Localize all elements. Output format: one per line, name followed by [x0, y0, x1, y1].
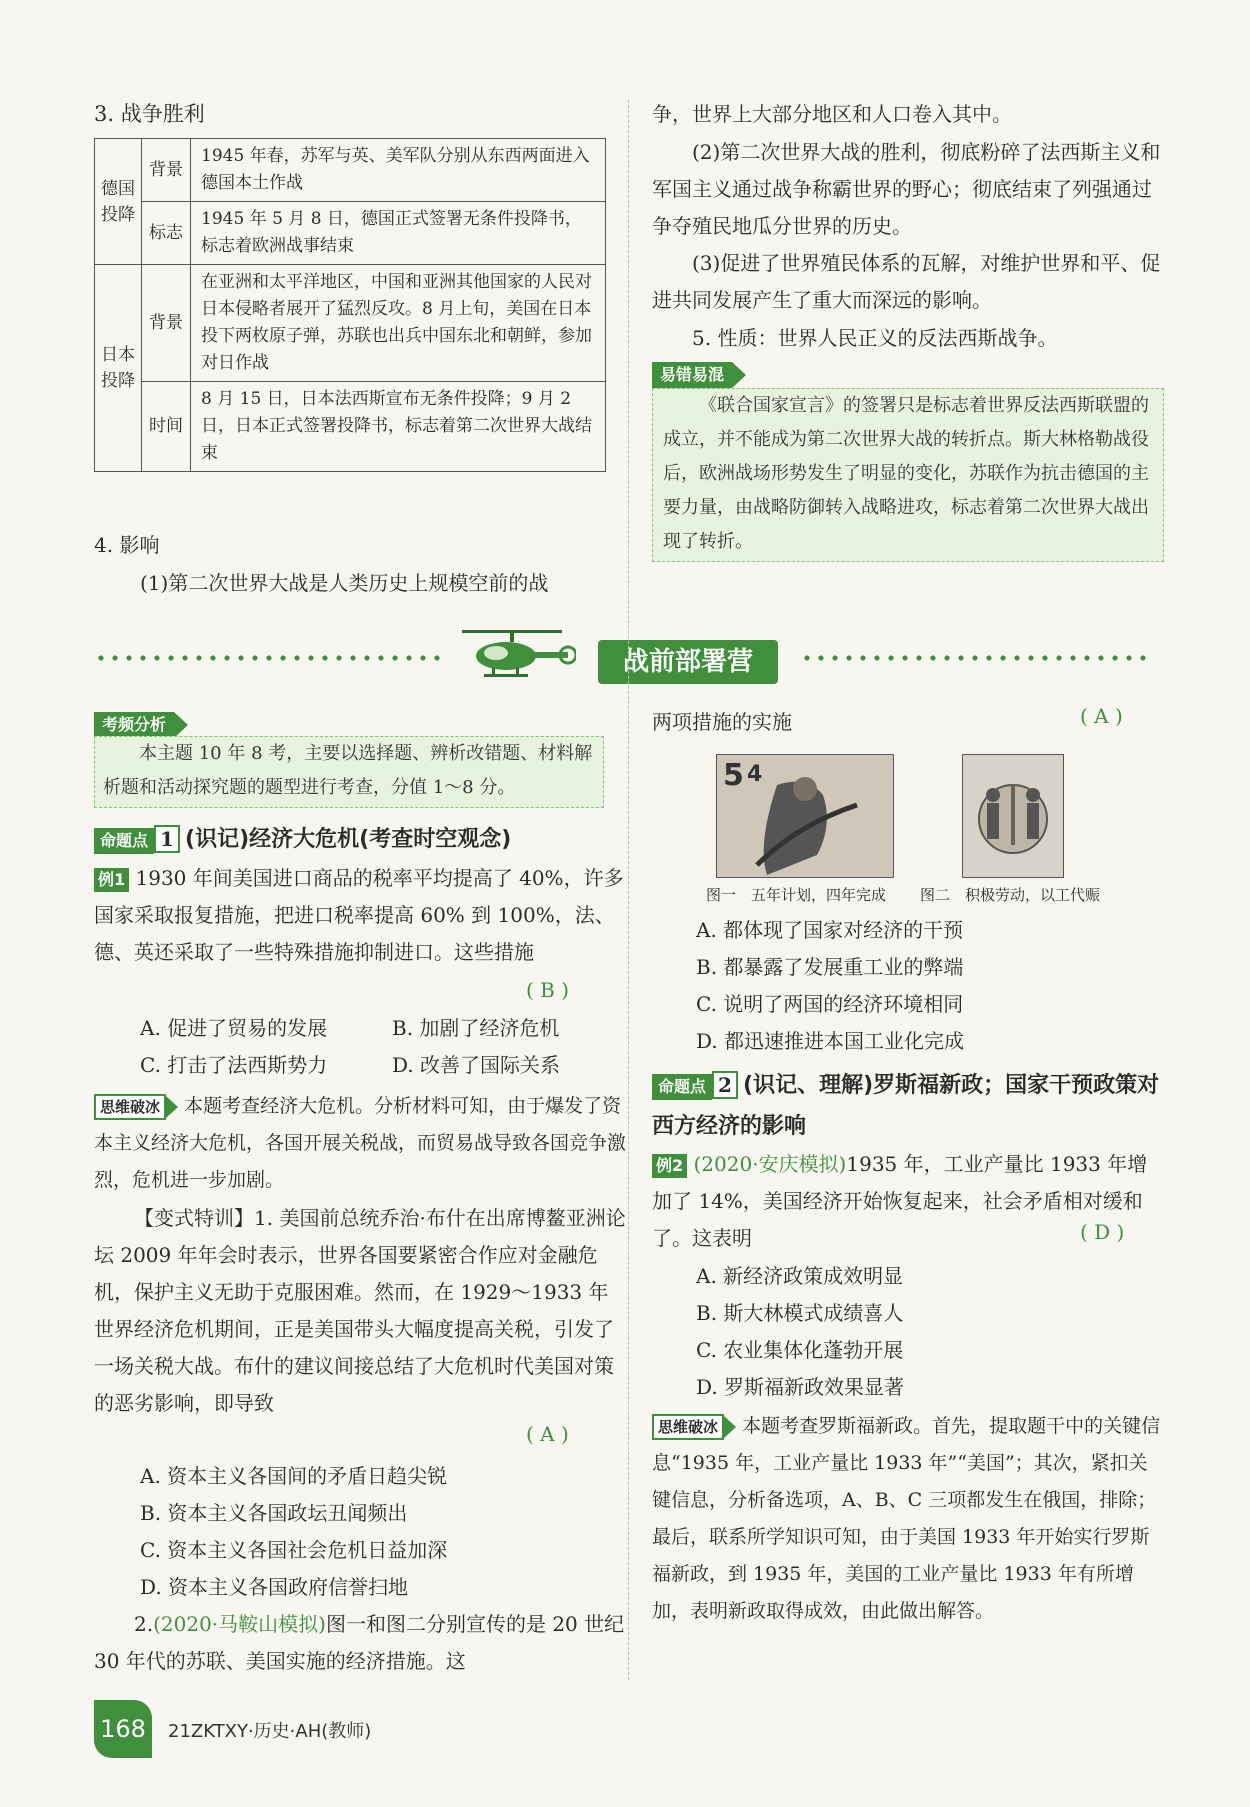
ex1-option-c: C. 打击了法西斯势力: [140, 1053, 328, 1077]
fig2-caption: 图二 积极劳动，以工代赈: [920, 886, 1101, 904]
ex2-answer: ( D ): [1080, 1220, 1125, 1244]
figure-1-stamp: [716, 754, 894, 878]
q2-text: 图一和图二分别宣传的是 20 世纪 30 年代的苏联、美国实施的经济措施。这: [94, 1612, 625, 1673]
tag-arrow-icon: [732, 362, 746, 388]
q2-option-d: D. 都迅速推进本国工业化完成: [696, 1029, 965, 1053]
ex2-option-b: B. 斯大林模式成绩喜人: [696, 1301, 904, 1325]
ex1-answer: ( B ): [526, 978, 570, 1002]
q2-answer: ( A ): [1080, 704, 1123, 728]
influence-1: (1)第二次世界大战是人类历史上规模空前的战: [140, 571, 549, 595]
row-field: 背景: [142, 139, 191, 202]
ex2-source: (2020·安庆模拟): [693, 1152, 847, 1176]
fig1-caption: 图一 五年计划，四年完成: [706, 886, 887, 904]
think1-tag: 思维破冰: [94, 1094, 166, 1120]
ex1-option-d: D. 改善了国际关系: [392, 1053, 561, 1077]
variant-option-c: C. 资本主义各国社会危机日益加深: [140, 1538, 448, 1562]
dotted-rule-left: [94, 655, 446, 661]
mistake-box: [652, 388, 1164, 562]
variant-option-b: B. 资本主义各国政坛丑闻频出: [140, 1501, 408, 1525]
table-row: [95, 139, 606, 202]
ex2-option-d: D. 罗斯福新政效果显著: [696, 1375, 905, 1399]
nature-line: 5. 性质：世界人民正义的反法西斯战争。: [692, 326, 1058, 350]
row-text: 在亚洲和太平洋地区，中国和亚洲其他国家的人民对日本侵略者展开了猛烈反攻。8 月上旬，美国在日本投下两枚原子弹，苏联也出兵中国东北和朝鲜，参加对日作战: [191, 265, 606, 382]
ex2-tag: 例2: [652, 1154, 687, 1178]
think1-block: [94, 1088, 626, 1199]
ex1-option-b: B. 加剧了经济危机: [392, 1016, 560, 1040]
q2-cont: 两项措施的实施: [652, 710, 792, 734]
freq-tag-wrap: [94, 712, 188, 738]
row-text: 8 月 15 日，日本法西斯宣布无条件投降；9 月 2 日，日本正式签署投降书，标志着第二次世界大战结束: [191, 382, 606, 472]
q2-block: [94, 1606, 626, 1680]
influence-3: (3)促进了世界殖民体系的瓦解，对维护世界和平、促进共同发展产生了重大而深远的影响。: [652, 251, 1161, 312]
think2-block: [652, 1408, 1162, 1630]
table-row: [95, 265, 606, 382]
section-banner: 战前部署营: [598, 640, 778, 684]
q2-prefix: 2.: [134, 1612, 154, 1636]
column-divider: [628, 100, 629, 1680]
page-number: 168: [94, 1700, 152, 1758]
helicopter-icon: [456, 620, 576, 684]
dotted-rule-right: [800, 655, 1152, 661]
footer-code: 21ZKTXY·历史·AH(教师): [168, 1721, 372, 1742]
soviet-poster-image: [717, 755, 893, 877]
ex1-option-a: A. 促进了贸易的发展: [140, 1016, 328, 1040]
mistake-text: 《联合国家宣言》的签署只是标志着世界反法西斯联盟的成立，并不能成为第二次世界大战的转折点。斯大林格勒战役后，欧洲战场形势发生了明显的变化，苏联作为抗击德国的主要力量，由战略防御转入战略进攻，标志着第二次世界大战出现了转折。: [663, 395, 1149, 552]
think1-text: 本题考查经济大危机。分析材料可知，由于爆发了资本主义经济大危机，各国开展关税战，而贸易战导致各国竞争激烈，危机进一步加剧。: [94, 1095, 627, 1191]
q2-option-a: A. 都体现了国家对经济的干预: [696, 918, 964, 942]
freq-box: [94, 736, 604, 808]
mp2-title: (识记、理解)罗斯福新政；国家干预政策对西方经济的影响: [652, 1073, 1160, 1139]
germany-label: 德国投降: [95, 139, 142, 265]
table-row: [95, 202, 606, 265]
svg-text:5: 5: [723, 758, 744, 793]
mp2-num: 2: [712, 1071, 738, 1099]
think2-tag: 思维破冰: [652, 1414, 724, 1440]
row-text: 1945 年 5 月 8 日，德国正式签署无条件投降书，标志着欧洲战事结束: [191, 202, 606, 265]
tag-arrow-icon: [166, 1096, 178, 1118]
mistake-tag-wrap: [652, 362, 746, 388]
q2-option-b: B. 都暴露了发展重工业的弊端: [696, 955, 964, 979]
mp2-heading: [652, 1066, 1162, 1148]
tag-arrow-icon: [174, 712, 188, 738]
row-field: 背景: [142, 265, 191, 382]
influence-heading: 4. 影响: [94, 533, 160, 557]
section-heading-victory: 3. 战争胜利: [94, 102, 205, 126]
ex2-option-c: C. 农业集体化蓬勃开展: [696, 1338, 904, 1362]
ex2-option-a: A. 新经济政策成效明显: [696, 1264, 904, 1288]
table-row: [95, 382, 606, 472]
row-field: 时间: [142, 382, 191, 472]
ex1-block: [94, 860, 626, 971]
mistake-tag: 易错易混: [652, 362, 732, 388]
mp1-title: (识记)经济大危机(考查时空观念): [185, 827, 512, 852]
mp2-tag: 命题点: [652, 1074, 712, 1100]
think2-text: 本题考查罗斯福新政。首先，提取题干中的关键信息“1935 年，工业产量比 1933 年”“美国”；其次，紧扣关键信息，分析备选项，A、B、C 三项都发生在俄国，排除；最后，联系所学知识可知，由于美国 1933 年开始实行罗斯福新政，到 1935 年，美国的工业产量比 1933 年有所增加，表明新政取得成效，由此做出解答。: [652, 1415, 1161, 1622]
freq-tag: 考频分析: [94, 712, 174, 738]
mp1-num: 1: [154, 825, 180, 853]
mp1-tag: 命题点: [94, 828, 154, 854]
q2-option-c: C. 说明了两国的经济环境相同: [696, 992, 964, 1016]
victory-table: [94, 138, 606, 472]
freq-text: 本主题 10 年 8 考，主要以选择题、辨析改错题、材料解析题和活动探究题的题型进行考查，分值 1～8 分。: [103, 743, 593, 798]
influence-1-cont: 争，世界上大部分地区和人口卷入其中。: [652, 102, 1012, 126]
variant-text: 【变式特训】1. 美国前总统乔治·布什在出席博鳌亚洲论坛 2009 年年会时表示，世界各国要紧密合作应对金融危机，保护主义无助于克服困难。然而，在 1929～1933 年世界经济危机期间，正是美国带头大幅度提高关税，引发了一场关税大战。布什的建议间接总结了大危机时代美国对策的恶劣影响，即导致: [94, 1206, 626, 1415]
us-poster-image: [963, 755, 1063, 877]
ex2-text: 1935 年，工业产量比 1933 年增加了 14%，美国经济开始恢复起来，社会矛盾相对缓和了。这表明: [652, 1152, 1148, 1250]
row-field: 标志: [142, 202, 191, 265]
japan-label: 日本投降: [95, 265, 142, 472]
svg-text:4: 4: [747, 762, 763, 787]
variant-answer: ( A ): [526, 1422, 569, 1446]
variant-option-d: D. 资本主义各国政府信誉扫地: [140, 1575, 409, 1599]
q2-source: (2020·马鞍山模拟): [153, 1612, 326, 1636]
mp1-heading: [94, 822, 626, 854]
figure-2-stamp: [962, 754, 1064, 878]
variant-option-a: A. 资本主义各国间的矛盾日趋尖锐: [140, 1464, 448, 1488]
influence-2: (2)第二次世界大战的胜利，彻底粉碎了法西斯主义和军国主义通过战争称霸世界的野心；彻底结束了列强通过争夺殖民地瓜分世界的历史。: [652, 140, 1161, 238]
ex1-tag: 例1: [94, 868, 129, 892]
ex1-text: 1930 年间美国进口商品的税率平均提高了 40%，许多国家采取报复措施，把进口税率提高 60% 到 100%，法、德、英还采取了一些特殊措施抑制进口。这些措施: [94, 866, 624, 964]
row-text: 1945 年春，苏军与英、美军队分别从东西两面进入德国本土作战: [191, 139, 606, 202]
tag-arrow-icon: [724, 1416, 736, 1438]
